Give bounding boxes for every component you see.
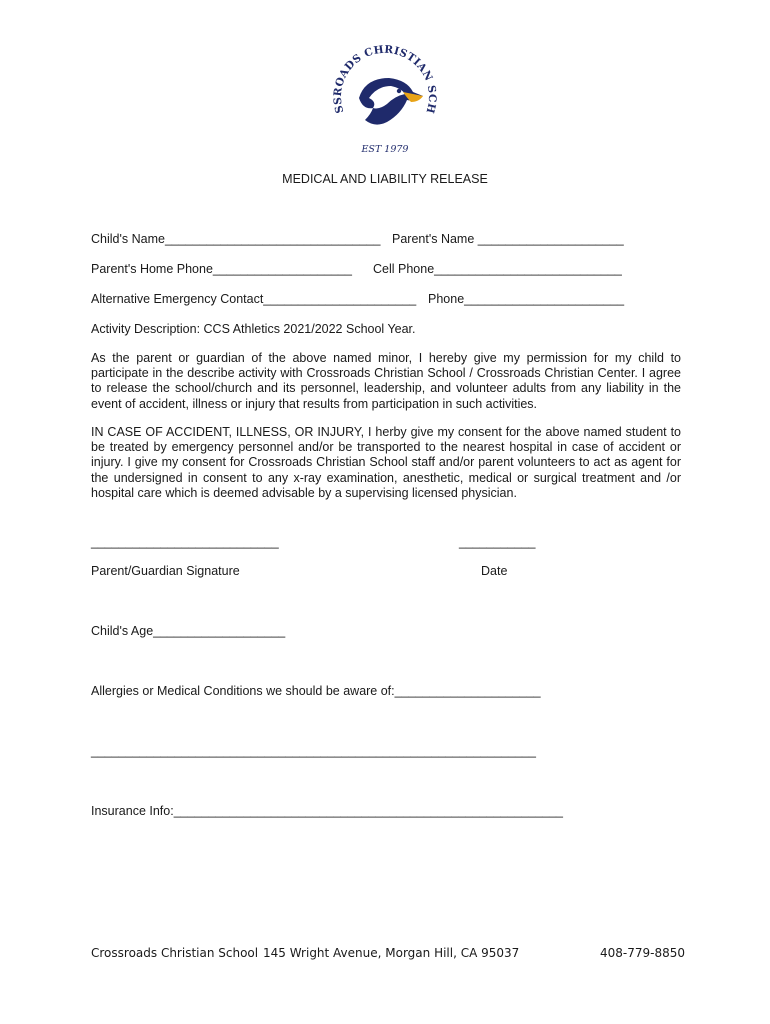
- footer-address: 145 Wright Avenue, Morgan Hill, CA 95037: [263, 946, 520, 960]
- consent-paragraph: IN CASE OF ACCIDENT, ILLNESS, OR INJURY, I herby give my consent for the above named student to be treated by emergency personnel and/or be transported to the nearest hospital in case of accident or injury. I give my consent for Crossroads Christian School staff and/or parent volunteers to act as agent for the undersigned in consent to any x-ray examination, anesthetic, medical or surgical treatment and /or hospital care which is deemed advisable by a supervising licensed physician.: [91, 425, 681, 500]
- school-logo: [325, 40, 445, 160]
- logo-est-text: EST 1979: [361, 144, 409, 155]
- child-name-field[interactable]: Child's Name_______________________________: [91, 232, 381, 246]
- footer-phone: 408-779-8850: [600, 946, 686, 960]
- cell-phone-field[interactable]: Cell Phone___________________________: [373, 262, 622, 276]
- allergies-extra-line[interactable]: ________________________________________________________________: [91, 744, 536, 758]
- eagle-head-icon: [359, 78, 423, 125]
- footer-school: Crossroads Christian School: [91, 946, 259, 960]
- date-line[interactable]: ___________: [459, 535, 536, 549]
- signature-line[interactable]: ___________________________: [91, 535, 279, 549]
- date-label: Date: [481, 564, 508, 578]
- allergies-field[interactable]: Allergies or Medical Conditions we should be aware of:_____________________: [91, 684, 541, 698]
- logo-arc-text: SSROADS CHRISTIAN SCH: [331, 43, 439, 115]
- home-phone-field[interactable]: Parent's Home Phone____________________: [91, 262, 352, 276]
- alt-phone-field[interactable]: Phone_______________________: [428, 292, 625, 306]
- child-age-field[interactable]: Child's Age___________________: [91, 624, 286, 638]
- permission-paragraph: As the parent or guardian of the above named minor, I hereby give my permission for my child to participate in the describe activity with Crossroads Christian School / Crossroads Christian Center. I agree to release the school/church and its personnel, leadership, and volunteer adults from any liability in the event of accident, illness or injury that results from participation in such activities.: [91, 351, 681, 411]
- form-title: MEDICAL AND LIABILITY RELEASE: [282, 172, 488, 186]
- alt-contact-field[interactable]: Alternative Emergency Contact______________________: [91, 292, 417, 306]
- parent-name-field[interactable]: Parent's Name _____________________: [392, 232, 624, 246]
- signature-label: Parent/Guardian Signature: [91, 564, 240, 578]
- activity-description: Activity Description: CCS Athletics 2021/2022 School Year.: [91, 322, 416, 336]
- insurance-field[interactable]: Insurance Info:________________________________________________________: [91, 804, 563, 818]
